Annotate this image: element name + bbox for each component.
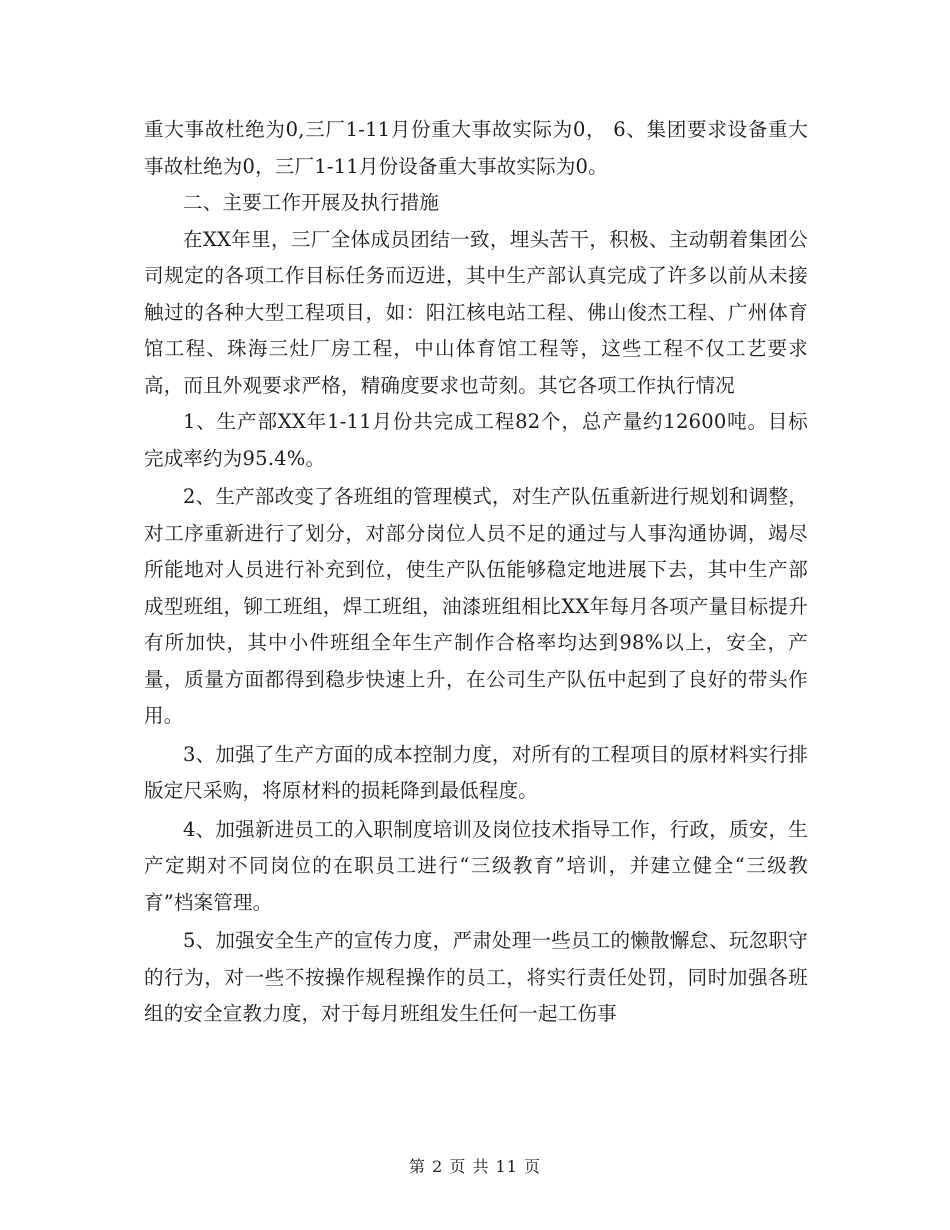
list-item: 4、加强新进员工的入职制度培训及岗位技术指导工作，行政，质安，生产定期对不同岗位的在职员工进行“三级教育”培训，并建立健全“三级教育”档案管理。 xyxy=(144,817,808,914)
section-heading: 二、主要工作开展及执行措施 xyxy=(183,191,440,214)
paragraph: 在XX年里，三厂全体成员团结一致，埋头苦干，积极、主动朝着集团公司规定的各项工作目标任务而迈进，其中生产部认真完成了许多以前从未接触过的各种大型工程项目，如：阳江核电站工程、佛山俊杰工程、广州体育馆工程、珠海三灶厂房工程，中山体育馆工程等，这些工程不仅工艺要求高，而且外观要求严格，精确度要求也苛刻。其它各项工作执行情况 xyxy=(144,227,808,397)
list-item: 3、加强了生产方面的成本控制力度，对所有的工程项目的原材料实行排版定尺采购，将原材料的损耗降到最低程度。 xyxy=(144,742,808,802)
document-body xyxy=(144,112,808,1033)
paragraph: 重大事故杜绝为0,三厂1-11月份重大事故实际为0， 6、集团要求设备重大事故杜绝为0，三厂1-11月份设备重大事故实际为0。 xyxy=(144,118,808,178)
list-item: 2、生产部改变了各班组的管理模式，对生产队伍重新进行规划和调整，对工序重新进行了划分，对部分岗位人员不足的通过与人事沟通协调，竭尽所能地对人员进行补充到位，使生产队伍能够稳定地进展下去，其中生产部成型班组，铆工班组，焊工班组，油漆班组相比XX年每月各项产量目标提升有所加快，其中小件班组全年生产制作合格率均达到98%以上，安全，产量，质量方面都得到稳步快速上升，在公司生产队伍中起到了良好的带头作用。 xyxy=(144,485,808,727)
page-number-footer: 第 2 页 共 11 页 xyxy=(409,1157,541,1176)
list-item: 5、加强安全生产的宣传力度，严肃处理一些员工的懒散懈怠、玩忽职守的行为，对一些不按操作规程操作的员工，将实行责任处罚，同时加强各班组的安全宣教力度，对于每月班组发生任何一起工伤事 xyxy=(144,929,808,1025)
list-item: 1、生产部XX年1-11月份共完成工程82个，总产量约12600吨。目标完成率约为95.4%。 xyxy=(144,410,808,470)
